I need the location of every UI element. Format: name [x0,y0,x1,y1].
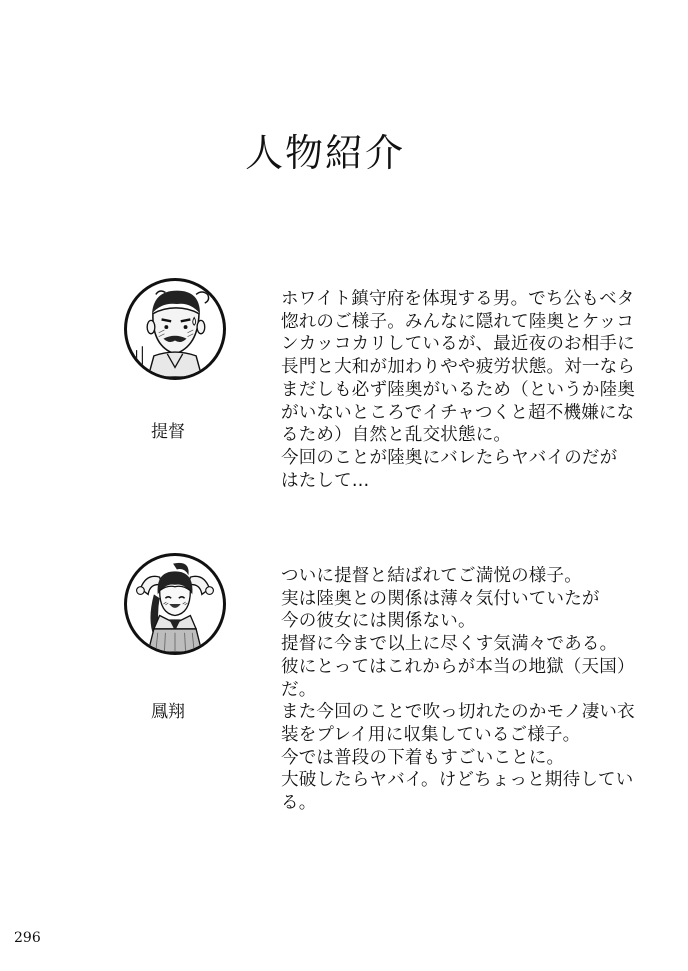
admiral-portrait-icon [124,278,226,380]
description-line: ホワイト鎮守府を体現する男。でち公もベタ [281,289,635,309]
description-line: 今の彼女には関係ない。 [281,611,476,632]
hosho-drawing [127,556,223,652]
character-name-admiral: 提督 [151,422,185,442]
page-number: 296 [14,930,41,946]
description-line: る。 [281,793,317,814]
description-line: だ。 [281,679,317,700]
description-line: 実は陸奥との関係は薄々気付いていたが [281,588,600,609]
description-line: まだしも必ず陸奥がいるため（というか陸奥 [281,379,635,400]
description-line: るため）自然と乱交状態に。 [281,425,512,446]
description-line: また今回のことで吹っ切れたのかモノ凄い衣 [281,702,635,723]
description-line: 彼にとってはこれからが本当の地獄（天国） [281,656,635,677]
description-line: ンカッコカリしているが、最近夜のお相手に [281,334,635,355]
description-line: 長門と大和が加わりやや疲労状態。対一なら [281,357,635,378]
description-line: 今回のことが陸奥にバレたらヤバイのだが [281,447,618,468]
page-title: 人物紹介 [244,131,405,175]
description-line: がいないところでイチャつくと超不機嫌にな [281,402,635,423]
admiral-drawing [127,281,223,377]
admiral-description [281,288,661,492]
description-line: 提督に今まで以上に尽くす気満々である。 [281,634,618,655]
description-line: ついに提督と結ばれてご満悦の様子。 [281,566,582,586]
hosho-description [281,565,661,815]
description-line: 装をプレイ用に収集しているご様子。 [281,724,581,745]
description-line: 大破したらヤバイ。けどちょっと期待してい [281,770,634,791]
description-line: 今では普段の下着もすごいことに。 [281,747,565,768]
character-name-hosho: 鳳翔 [151,702,185,722]
description-line: 惚れのご様子。みんなに隠れて陸奥とケッコ [281,311,635,332]
hosho-portrait-icon [124,553,226,655]
description-line: はたして… [281,470,370,491]
